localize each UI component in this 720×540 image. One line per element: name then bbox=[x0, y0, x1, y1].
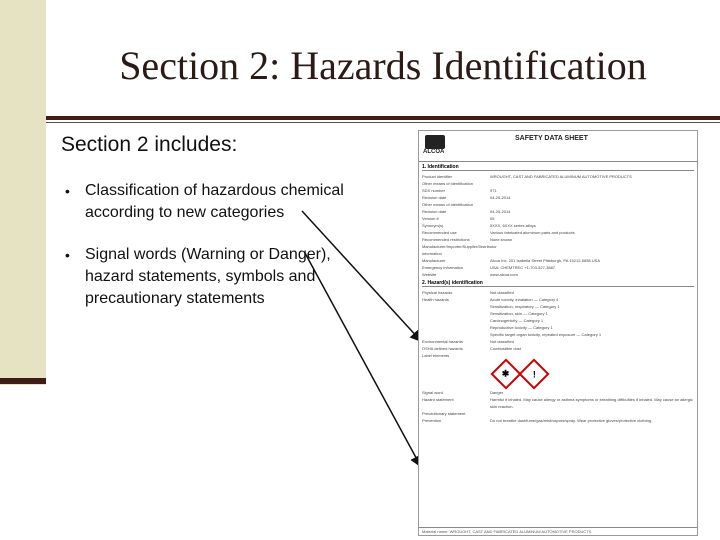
sds-row-key: Product identifier bbox=[422, 174, 453, 179]
sds-row bbox=[422, 289, 694, 296]
arrow-to-label-elements bbox=[305, 253, 420, 465]
sds-row-value bbox=[490, 180, 694, 187]
sds-row-key: Emergency information bbox=[422, 265, 464, 270]
health-hazard-pictogram-icon: ✱ bbox=[490, 358, 521, 389]
sds-row bbox=[422, 194, 694, 201]
arrow-to-classification bbox=[302, 211, 420, 340]
sds-row-value: Combustible dust bbox=[490, 346, 521, 351]
sds-section-2: 2. Hazard(s) identification bbox=[422, 280, 694, 287]
sds-title: SAFETY DATA SHEET bbox=[515, 135, 588, 142]
sds-row bbox=[422, 310, 694, 317]
bullet-text: Classification of hazardous chemical according to new categories bbox=[85, 182, 344, 221]
sds-row-key: Other means of identification bbox=[422, 202, 473, 207]
sds-row-key: Physical hazards bbox=[422, 290, 453, 295]
slide-title: Section 2: Hazards Identification bbox=[119, 43, 647, 88]
sds-row-key: Website bbox=[422, 272, 437, 277]
sds-row-value: www.alcoa.com bbox=[490, 272, 518, 277]
signal-word-row bbox=[422, 389, 694, 396]
sds-row bbox=[422, 173, 694, 180]
sds-row bbox=[422, 331, 694, 338]
intro-text: Section 2 includes: bbox=[61, 133, 238, 156]
sds-row bbox=[422, 187, 694, 194]
sds-row-key: Precautionary statement bbox=[422, 411, 466, 416]
sds-statements-rows bbox=[419, 396, 697, 424]
sds-row bbox=[422, 229, 694, 236]
sds-row bbox=[422, 352, 694, 359]
sds-row-key: Recommended restrictions bbox=[422, 237, 470, 242]
sds-section-2-rows bbox=[419, 289, 697, 359]
signal-word-label: Signal word bbox=[422, 390, 443, 395]
sds-row bbox=[422, 324, 694, 331]
sds-row-key: Hazard statement bbox=[422, 397, 454, 402]
sds-row-value: Acute toxicity, inhalation — Category 4 bbox=[490, 297, 559, 302]
sds-row-value: Sensitization, respiratory — Category 1 bbox=[490, 304, 560, 309]
sds-row-key: Other means of identification bbox=[422, 181, 473, 186]
sds-row bbox=[422, 264, 694, 271]
sds-row-value: Specific target organ toxicity, repeated exposure — Category 1 bbox=[490, 332, 602, 337]
sds-row-key bbox=[422, 303, 490, 310]
sds-row-value bbox=[490, 352, 694, 359]
sds-row-value bbox=[490, 243, 694, 257]
sds-row-value: 5XXX, 6XXX series alloys bbox=[490, 223, 536, 228]
sds-row-value: Various fabricated aluminum parts and products bbox=[490, 230, 575, 235]
sds-row bbox=[422, 296, 694, 303]
sds-row bbox=[422, 317, 694, 324]
sds-row bbox=[422, 201, 694, 208]
sds-row bbox=[422, 243, 694, 257]
sds-row-value: WROUGHT, CAST AND FABRICATED ALUMINUM AUTOMOTIVE PRODUCTS bbox=[490, 174, 632, 179]
sds-row-value: Not classified bbox=[490, 339, 514, 344]
sds-row-value: 971 bbox=[490, 188, 497, 193]
sds-row bbox=[422, 271, 694, 278]
sds-row-key: Health hazards bbox=[422, 297, 449, 302]
sds-row-value: 04-25-2014 bbox=[490, 209, 511, 214]
sds-row bbox=[422, 410, 694, 417]
sds-row-key: Prevention bbox=[422, 418, 442, 423]
sds-row-key: Environmental hazards bbox=[422, 339, 463, 344]
sds-document-image bbox=[418, 130, 698, 536]
sds-row-value: Harmful if inhaled. May cause allergy or asthma symptoms or breathing difficulties if inhaled. May cause an allergic skin reaction. bbox=[490, 397, 693, 409]
sds-row-value: Alcoa Inc. 201 Isabella Street Pittsburgh, PA 15212-5858 USA bbox=[490, 258, 600, 263]
sds-row-value: 04-25-2014 bbox=[490, 195, 511, 200]
sds-row-value: Not classified bbox=[490, 290, 514, 295]
sds-row-key: Version # bbox=[422, 216, 439, 221]
sds-row bbox=[422, 338, 694, 345]
sds-row-key: OSHA defined hazards bbox=[422, 346, 463, 351]
sds-row-value: 05 bbox=[490, 216, 495, 221]
sds-row-key bbox=[422, 310, 490, 317]
signal-word-value: Danger bbox=[490, 390, 504, 395]
sds-row-value: Do not breathe dust/fume/gas/mist/vapors/spray. Wear protective gloves/protective clothing. bbox=[490, 418, 653, 423]
sds-row bbox=[422, 222, 694, 229]
sds-row bbox=[422, 417, 694, 424]
sds-row bbox=[422, 236, 694, 243]
sds-row-value bbox=[490, 201, 694, 208]
sds-row bbox=[422, 345, 694, 352]
sds-section-1-rows bbox=[419, 173, 697, 278]
sds-row-key: Label elements bbox=[422, 353, 450, 358]
sds-row-key bbox=[422, 324, 490, 331]
bullet-icon: • bbox=[65, 247, 70, 263]
sds-row bbox=[422, 396, 694, 410]
exclamation-pictogram-icon: ! bbox=[518, 358, 549, 389]
sds-row-value bbox=[490, 410, 694, 417]
sds-row bbox=[422, 257, 694, 264]
bullet-text: Signal words (Warning or Danger), hazard statements, symbols and precautionary statements bbox=[85, 246, 331, 307]
sds-header bbox=[419, 131, 697, 162]
sds-row-value: Carcinogenicity — Category 1 bbox=[490, 318, 544, 323]
sds-row-value: USA: CHEMTREC +1-703-527-3887 bbox=[490, 265, 556, 270]
sds-row-value: None known bbox=[490, 237, 513, 242]
sds-row bbox=[422, 208, 694, 215]
sds-row-key: SDS number bbox=[422, 188, 445, 193]
alcoa-logo-icon bbox=[425, 135, 445, 149]
sds-row-key: Recommended use bbox=[422, 230, 457, 235]
sds-row-value: Reproductive toxicity — Category 1 bbox=[490, 325, 553, 330]
sds-row bbox=[422, 303, 694, 310]
sds-row bbox=[422, 180, 694, 187]
sds-row-key: Revision date bbox=[422, 195, 447, 200]
sds-footer: Material name: WROUGHT, CAST AND FABRICATED ALUMINUM AUTOMOTIVE PRODUCTS bbox=[419, 527, 698, 535]
sds-section-1: 1. Identification bbox=[422, 164, 694, 171]
sds-row-key: Synonym(s) bbox=[422, 223, 444, 228]
sds-row-key bbox=[422, 317, 490, 324]
sds-row-key: Revision date bbox=[422, 209, 447, 214]
pictograms bbox=[495, 363, 697, 385]
logo-text: ALCOA bbox=[423, 149, 445, 155]
sds-row-key: Manufacturer bbox=[422, 258, 446, 263]
sds-row-key bbox=[422, 331, 490, 338]
sds-row-key: Manufacturer/Importer/Supplier/Distributor information bbox=[422, 244, 497, 256]
sds-row-value: Sensitization, skin — Category 1 bbox=[490, 311, 548, 316]
sds-row bbox=[422, 215, 694, 222]
bullet-icon: • bbox=[65, 183, 70, 199]
